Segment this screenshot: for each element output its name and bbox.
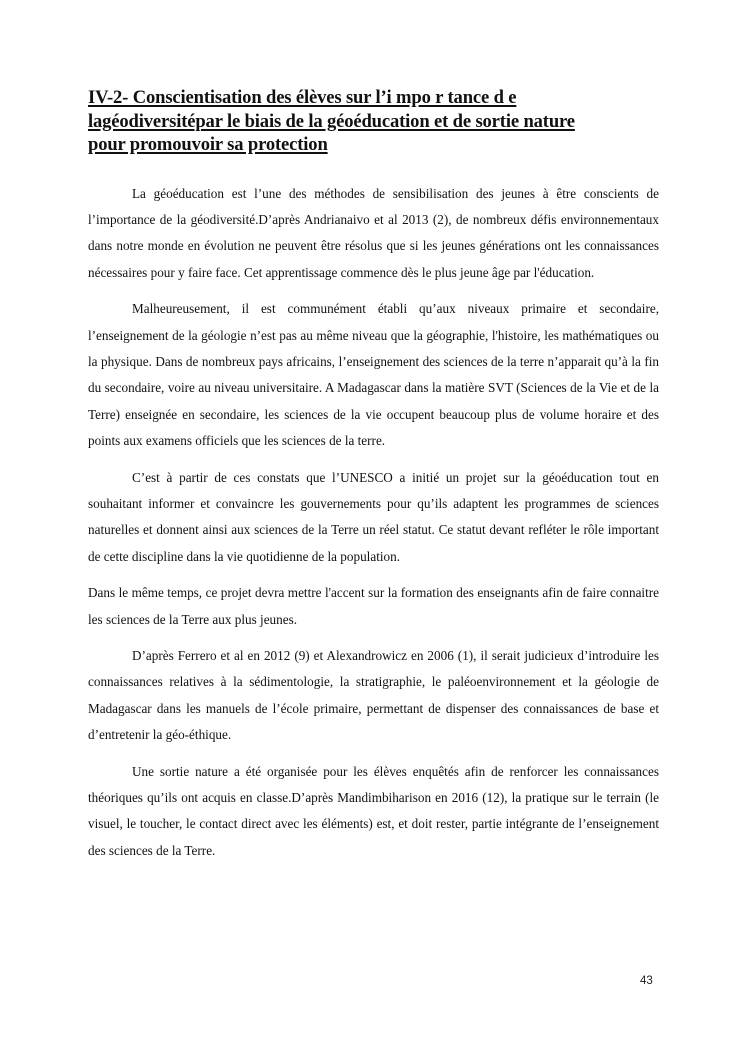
paragraph-formation: Dans le même temps, ce projet devra mettre l'accent sur la formation des enseignants afin de faire connaitre les sciences de la Terre aux plus jeunes. [88, 585, 659, 627]
paragraph-unesco: C’est à partir de ces constats que l’UNESCO a initié un projet sur la géoéducation tout en souhaitant informer et convaincre les gouvernements pour qu’ils adaptent les programmes de sciences naturelles et donnent ainsi aux sciences de la Terre un réel statut. Ce statut devant refléter le rôle important de cette discipline dans la vie quotidienne de la population. [88, 469, 659, 564]
paragraph-ferrero: D’après Ferrero et al en 2012 (9) et Alexandrowicz en 2006 (1), il serait judicieux d’introduire les connaissances relatives à la sédimentologie, la stratigraphie, le paléoenvironnement et la géologie de Madagascar dans les manuels de l’école primaire, permettant de dispenser des connaissances de base et d’entretenir la géo-éthique. [88, 648, 659, 743]
paragraph-enseignement: Malheureusement, il est communément établi qu’aux niveaux primaire et secondaire, l’enseignement de la géologie n’est pas au même niveau que la géographie, l'histoire, les mathématiques ou la physique. Dans de nombreux pays africains, l’enseignement des sciences de la terre n’apparait qu’à la fin du secondaire, voire au niveau universitaire. A Madagascar dans la matière SVT (Sciences de la Vie et de la Terre) enseignée en secondaire, les sciences de la vie occupent beaucoup plus de volume horaire et des points aux examens officiels que les sciences de la terre. [88, 301, 659, 449]
paragraph-sortie-nature: Une sortie nature a été organisée pour les élèves enquêtés afin de renforcer les connaissances théoriques qu’ils ont acquis en classe.D’après Mandimbiharison en 2016 (12), la pratique sur le terrain (le visuel, le toucher, le contact direct avec les éléments) est, et doit rester, partie intégrante de l’enseignement des sciences de la Terre. [88, 763, 659, 858]
heading-line: IV-2- Conscientisation des élèves sur l’i mpo r tance d e [88, 87, 517, 108]
section-heading [88, 86, 659, 157]
page-number: 43 [640, 975, 653, 987]
heading-line: pour promouvoir sa protection [88, 134, 328, 155]
document-page [88, 86, 659, 864]
paragraph-geoeducation: La géoéducation est l’une des méthodes de sensibilisation des jeunes à être conscients de l’importance de la géodiversité.D’après Andrianaivo et al 2013 (2), de nombreux défis environnementaux dans notre monde en évolution ne peuvent être résolus que si les jeunes générations ont les connaissances nécessaires pour y faire face. Cet apprentissage commence dès le plus jeune âge par l'éducation. [88, 185, 659, 280]
heading-line: lagéodiversitépar le biais de la géoéducation et de sortie nature [88, 110, 575, 132]
